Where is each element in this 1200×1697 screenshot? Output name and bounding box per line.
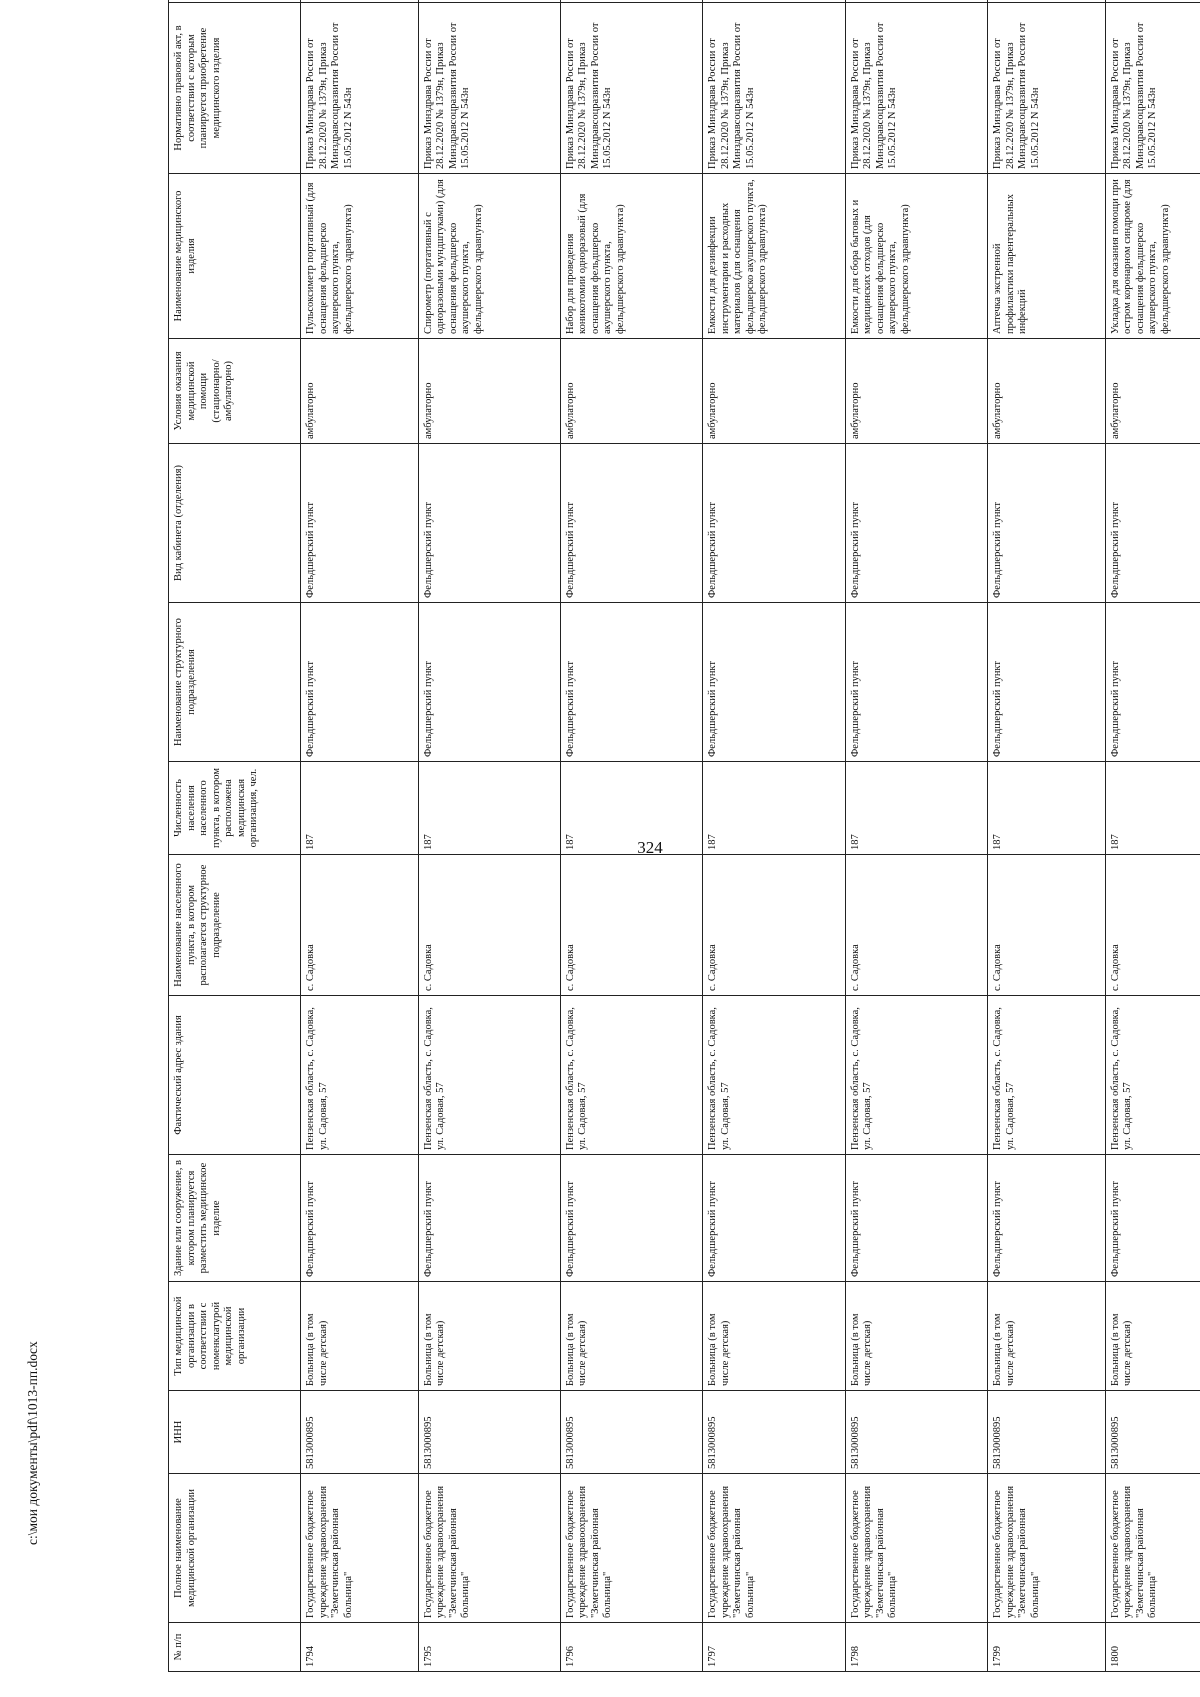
cell-type: Больница (в том числе детская): [418, 1282, 560, 1391]
cell-device: Набор для проведения коникотомии одноразовый (для оснащения фельдшерско акушерского пункта, фельдшерского здравпункта): [560, 174, 702, 339]
cell-building: Фельдшерский пункт: [301, 1155, 419, 1282]
cell-act: Приказ Минздрава России от 28.12.2020 № 1379н, Приказ Минздравсоцразвития России от 15.05.2012 N 543н: [703, 3, 845, 174]
table-body: [301, 0, 1200, 1672]
cell-num: 1797: [703, 1623, 845, 1672]
cell-org: Государственное бюджетное учреждение здравоохранения "Земетчинская районная больница": [1105, 1474, 1200, 1623]
cell-type: Больница (в том числе детская): [560, 1282, 702, 1391]
medical-equipment-table: [168, 0, 1200, 1672]
column-header: Нормативно правовой акт, в соответствии с которым планируется приобретение медицинского изделия: [169, 3, 301, 174]
cell-org: Государственное бюджетное учреждение здравоохранения "Земетчинская районная больница": [845, 1474, 987, 1623]
cell-device: Пульсоксиметр портативный (для оснащения фельдшерско акушерского пункта, фельдшерского здравпункта): [301, 174, 419, 339]
column-header: Вид кабинета (отделения): [169, 444, 301, 603]
cell-conditions: амбулаторно: [418, 339, 560, 444]
cell-unit: Фельдшерский пункт: [845, 603, 987, 762]
cell-inn: 5813000895: [1105, 1391, 1200, 1474]
cell-address: Пензенская область, с. Садовка, ул. Садовая, 57: [301, 996, 419, 1155]
column-header: Наименование медицинского изделия: [169, 174, 301, 339]
cell-room: Фельдшерский пункт: [418, 444, 560, 603]
cell-building: Фельдшерский пункт: [703, 1155, 845, 1282]
cell-num: 1796: [560, 1623, 702, 1672]
cell-type: Больница (в том числе детская): [988, 1282, 1106, 1391]
column-header: Наименование структурного подразделения: [169, 603, 301, 762]
table-row: [845, 0, 987, 1672]
cell-conditions: амбулаторно: [1105, 339, 1200, 444]
cell-population: 187: [1105, 762, 1200, 855]
cell-population: 187: [418, 762, 560, 855]
cell-conditions: амбулаторно: [301, 339, 419, 444]
cell-room: Фельдшерский пункт: [1105, 444, 1200, 603]
cell-org: Государственное бюджетное учреждение здравоохранения "Земетчинская районная больница": [560, 1474, 702, 1623]
cell-room: Фельдшерский пункт: [301, 444, 419, 603]
cell-act: Приказ Минздрава России от 28.12.2020 № 1379н, Приказ Минздравсоцразвития России от 15.05.2012 N 543н: [1105, 3, 1200, 174]
cell-qty: [418, 0, 560, 3]
cell-device: Аптечка экстренной профилактики парентеральных инфекций: [988, 174, 1106, 339]
cell-org: Государственное бюджетное учреждение здравоохранения "Земетчинская районная больница": [703, 1474, 845, 1623]
cell-settlement: с. Садовка: [703, 855, 845, 996]
table-row: [418, 0, 560, 1672]
cell-room: Фельдшерский пункт: [560, 444, 702, 603]
cell-inn: 5813000895: [845, 1391, 987, 1474]
cell-num: 1800: [1105, 1623, 1200, 1672]
cell-address: Пензенская область, с. Садовка, ул. Садовая, 57: [418, 996, 560, 1155]
cell-qty: [988, 0, 1106, 3]
cell-building: Фельдшерский пункт: [1105, 1155, 1200, 1282]
cell-address: Пензенская область, с. Садовка, ул. Садовая, 57: [703, 996, 845, 1155]
cell-org: Государственное бюджетное учреждение здравоохранения "Земетчинская районная больница": [988, 1474, 1106, 1623]
cell-num: 1795: [418, 1623, 560, 1672]
cell-unit: Фельдшерский пункт: [1105, 603, 1200, 762]
cell-population: 187: [560, 762, 702, 855]
cell-settlement: с. Садовка: [301, 855, 419, 996]
cell-type: Больница (в том числе детская): [703, 1282, 845, 1391]
cell-unit: Фельдшерский пункт: [560, 603, 702, 762]
cell-num: 1794: [301, 1623, 419, 1672]
column-header: Тип медицинской организации в соответствии с номенклатурой медицинской организации: [169, 1282, 301, 1391]
cell-unit: Фельдшерский пункт: [301, 603, 419, 762]
cell-building: Фельдшерский пункт: [560, 1155, 702, 1282]
cell-device: Спирометр (портативный с одноразовыми мундштуками) (для оснащения фельдшерско акушерского пункта, фельдшерского здравпункта): [418, 174, 560, 339]
column-header: № п/п: [169, 1623, 301, 1672]
cell-qty: [560, 0, 702, 3]
cell-conditions: амбулаторно: [988, 339, 1106, 444]
cell-num: 1799: [988, 1623, 1106, 1672]
cell-unit: Фельдшерский пункт: [988, 603, 1106, 762]
cell-type: Больница (в том числе детская): [301, 1282, 419, 1391]
cell-room: Фельдшерский пункт: [988, 444, 1106, 603]
cell-act: Приказ Минздрава России от 28.12.2020 № 1379н, Приказ Минздравсоцразвития России от 15.05.2012 N 543н: [301, 3, 419, 174]
cell-num: 1798: [845, 1623, 987, 1672]
cell-device: Емкости для дезинфекции инструментария и расходных материалов (для оснащения фельдшерско акушерского пункта, фельдшерского здравпункта): [703, 174, 845, 339]
cell-conditions: амбулаторно: [845, 339, 987, 444]
cell-settlement: с. Садовка: [988, 855, 1106, 996]
cell-room: Фельдшерский пункт: [845, 444, 987, 603]
cell-device: Емкости для сбора бытовых и медицинских отходов (для оснащения фельдшерско акушерского пункта, фельдшерского здравпункта): [845, 174, 987, 339]
cell-conditions: амбулаторно: [703, 339, 845, 444]
cell-building: Фельдшерский пункт: [418, 1155, 560, 1282]
cell-building: Фельдшерский пункт: [988, 1155, 1106, 1282]
cell-device: Укладка для оказания помощи при остром коронарном синдроме (для оснащения фельдшерско акушерского пункта, фельдшерского здравпункта): [1105, 174, 1200, 339]
cell-inn: 5813000895: [988, 1391, 1106, 1474]
cell-address: Пензенская область, с. Садовка, ул. Садовая, 57: [988, 996, 1106, 1155]
cell-qty: [703, 0, 845, 3]
table-row: [1105, 0, 1200, 1672]
cell-room: Фельдшерский пункт: [703, 444, 845, 603]
cell-population: 187: [845, 762, 987, 855]
cell-inn: 5813000895: [301, 1391, 419, 1474]
page-number: 324: [637, 838, 663, 857]
cell-unit: Фельдшерский пункт: [418, 603, 560, 762]
column-header: Фактический адрес здания: [169, 996, 301, 1155]
cell-qty: [301, 0, 419, 3]
column-header: Наименование населенного пункта, в котором располагается структурное подразделение: [169, 855, 301, 996]
column-header: Условия оказания медицинской помощи (стационарно/ амбулаторно): [169, 339, 301, 444]
column-header: ИНН: [169, 1391, 301, 1474]
cell-inn: 5813000895: [703, 1391, 845, 1474]
cell-inn: 5813000895: [560, 1391, 702, 1474]
cell-org: Государственное бюджетное учреждение здравоохранения "Земетчинская районная больница": [418, 1474, 560, 1623]
table-row: [703, 0, 845, 1672]
cell-population: 187: [703, 762, 845, 855]
cell-address: Пензенская область, с. Садовка, ул. Садовая, 57: [560, 996, 702, 1155]
cell-act: Приказ Минздрава России от 28.12.2020 № 1379н, Приказ Минздравсоцразвития России от 15.05.2012 N 543н: [560, 3, 702, 174]
cell-type: Больница (в том числе детская): [845, 1282, 987, 1391]
cell-unit: Фельдшерский пункт: [703, 603, 845, 762]
cell-inn: 5813000895: [418, 1391, 560, 1474]
cell-building: Фельдшерский пункт: [845, 1155, 987, 1282]
cell-settlement: с. Садовка: [560, 855, 702, 996]
cell-settlement: с. Садовка: [845, 855, 987, 996]
cell-act: Приказ Минздрава России от 28.12.2020 № 1379н, Приказ Минздравсоцразвития России от 15.05.2012 N 543н: [845, 3, 987, 174]
cell-settlement: с. Садовка: [418, 855, 560, 996]
table-row: [560, 0, 702, 1672]
column-header: Численность населения населенного пункта, в котором расположена медицинская организация, чел.: [169, 762, 301, 855]
column-header: Здание или сооружение, в котором планируется разместить медицинское изделие: [169, 1155, 301, 1282]
table-row: [301, 0, 419, 1672]
cell-type: Больница (в том числе детская): [1105, 1282, 1200, 1391]
cell-conditions: амбулаторно: [560, 339, 702, 444]
table-header-row: [169, 0, 301, 1672]
column-header: Полное наименование медицинской организации: [169, 1474, 301, 1623]
cell-address: Пензенская область, с. Садовка, ул. Садовая, 57: [845, 996, 987, 1155]
cell-population: 187: [988, 762, 1106, 855]
cell-address: Пензенская область, с. Садовка, ул. Садовая, 57: [1105, 996, 1200, 1155]
cell-act: Приказ Минздрава России от 28.12.2020 № 1379н, Приказ Минздравсоцразвития России от 15.05.2012 N 543н: [418, 3, 560, 174]
column-header: [169, 0, 301, 3]
cell-org: Государственное бюджетное учреждение здравоохранения "Земетчинская районная больница": [301, 1474, 419, 1623]
cell-qty: [1105, 0, 1200, 3]
cell-qty: [845, 0, 987, 3]
cell-act: Приказ Минздрава России от 28.12.2020 № 1379н, Приказ Минздравсоцразвития России от 15.05.2012 N 543н: [988, 3, 1106, 174]
table-row: [988, 0, 1106, 1672]
cell-settlement: с. Садовка: [1105, 855, 1200, 996]
cell-population: 187: [301, 762, 419, 855]
rotated-table-wrapper: [168, 22, 1200, 1672]
footer-file-path: c:\мои документы\pdf\1013-пп.docx: [25, 1341, 40, 1545]
